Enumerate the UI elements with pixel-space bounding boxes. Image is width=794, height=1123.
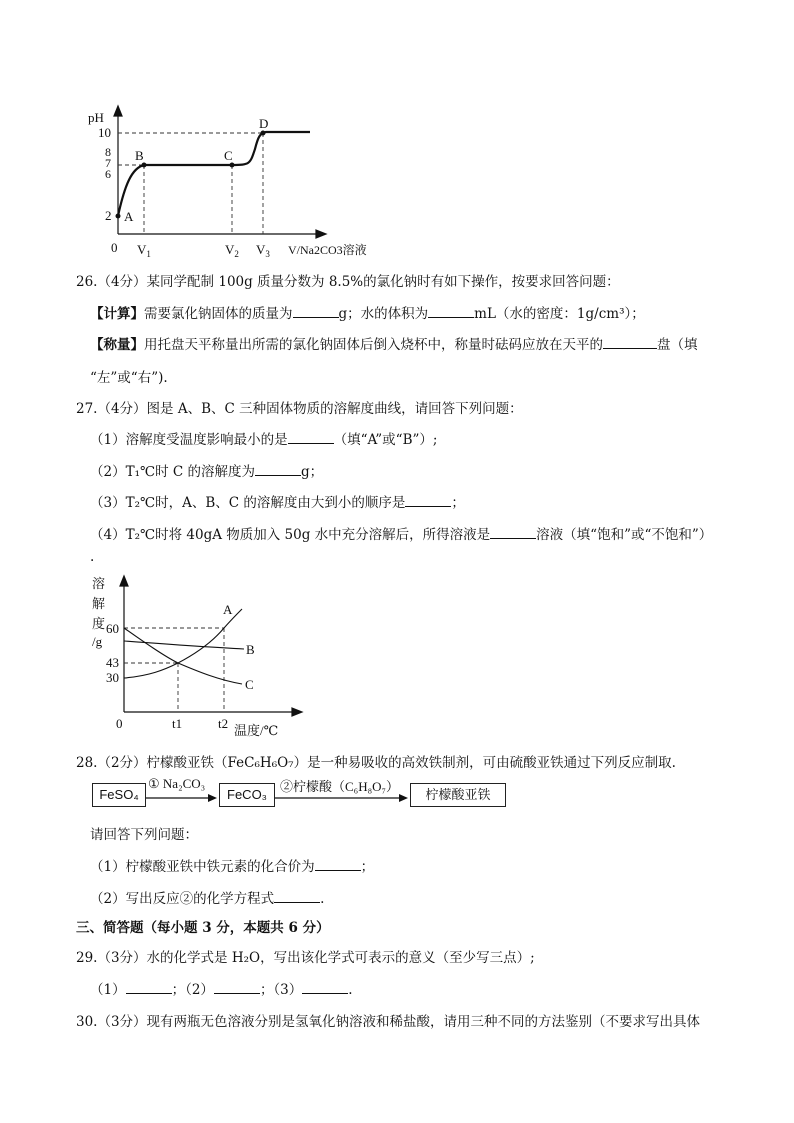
chart1-tick-7: 7 [105,156,111,170]
ph-titration-chart [80,104,380,264]
q26-answer-pan[interactable] [603,336,657,349]
chart2-x-tick-0: 0 [116,716,123,731]
solubility-chart [84,572,314,742]
chart2-y-label-4: /g [92,634,103,649]
q26-stem: 26.（4分）某同学配制 100g 质量分数为 8.5%的氯化钠时有如下操作，按要求回答问题： [76,274,620,290]
q26-answer-mass[interactable] [293,305,339,318]
q27-answer-4[interactable] [490,526,536,539]
chart1-point-c-label: C [224,148,233,163]
chart2-x-tick-t2: t2 [218,716,229,731]
chart2-label-a: A [223,602,233,617]
chart2-tick-60: 60 [106,621,119,636]
q27-sub2: （2）T₁℃时 C 的溶解度为 g； [90,464,324,480]
q27-stem: 27.（4分）图是 A、B、C 三种固体物质的溶解度曲线，请回答下列问题： [76,401,523,417]
chart1-tick-8: 8 [105,145,111,159]
chart1-point-a-mark [116,214,121,219]
q27-sub4: （4）T₂℃时将 40gA 物质加入 50g 水中充分溶解后，所得溶液是 溶液（填“饱和”或“不饱和”） [90,527,713,543]
q26-weigh-line [90,333,698,353]
chart2-y-label-2: 解 [92,596,106,611]
q27-sub1: （1）溶解度受温度影响最小的是 （填“A”或“B”）; [90,432,438,448]
q29-answer-3[interactable] [302,981,348,994]
chart1-x-tick-v2: $V_2$ [225,242,239,259]
q28-answer-2[interactable] [274,890,320,903]
q26-calc-tag: 【计算】 [90,306,144,322]
q28-arrow2-label: ②柠檬酸（C₆H₈O₇） [280,779,400,794]
q28-box-feco3: FeCO₃ [219,783,275,807]
q27-answer-2[interactable] [255,463,301,476]
chart1-point-b-mark [142,163,147,168]
q28-arrow1 [146,793,218,803]
chart1-point-c-mark [230,163,235,168]
q27-sub3: （3）T₂℃时，A、B、C 的溶解度由大到小的顺序是 ； [90,495,465,511]
chart1-x-arrow [316,230,326,238]
chart1-tick-6: 6 [105,167,111,181]
q28-box-feso4: FeSO₄ [92,783,146,807]
q28-sub1: （1）柠檬酸亚铁中铁元素的化合价为 ； [90,859,375,875]
chart1-x-tick-0: 0 [111,240,118,255]
chart2-x-label: 温度/℃ [234,723,279,738]
q27-sub4-end: . [90,549,95,565]
q26-calc-line [90,302,645,322]
chart2-x-arrow [292,708,302,716]
chart1-y-label: pH [88,110,104,125]
q27-answer-1[interactable] [288,431,334,444]
q28-arrow2 [275,793,409,803]
chart2-label-b: B [246,642,255,657]
q29-answer-2[interactable] [214,981,260,994]
chart2-y-label-1: 溶 [92,576,106,591]
q29-answer-1[interactable] [126,981,172,994]
chart1-x-tick-v3: $V_3$ [256,242,270,259]
chart1-x-tick-v1: $V_1$ [137,242,151,259]
q26-calc-b: g；水的体积为 [338,306,429,322]
chart1-point-d-label: D [259,116,269,131]
q26-calc-a: 需要氯化钠固体的质量为 [144,306,293,322]
q28-arrow1-label: ① Na₂CO₃ [148,776,206,791]
q28-answer-1[interactable] [315,858,361,871]
q26-weigh-b: 盘（填 [657,337,698,353]
chart1-ph-curve [118,132,310,216]
q28-stem: 28.（2分）柠檬酸亚铁（FeC₆H₆O₇）是一种易吸收的高效铁制剂，可由硫酸亚铁通过下列反应制取. [76,755,676,771]
q26-calc-c: mL（水的密度：1g/cm³）； [474,306,645,322]
chart1-y-arrow [114,106,122,116]
q26-answer-volume[interactable] [428,305,474,318]
q26-weigh-a: 用托盘天平称量出所需的氯化钠固体后倒入烧杯中，称量时砝码应放在天平的 [144,337,603,353]
chart2-y-label-3: 度 [92,616,106,631]
q26-weigh-c: “左”或“右”). [90,370,168,386]
chart2-tick-30: 30 [106,670,119,685]
chart1-tick-2: 2 [105,208,112,223]
q29-stem: 29.（3分）水的化学式是 H₂O，写出该化学式可表示的意义（至少写三点）; [76,950,535,966]
q28-prompt: 请回答下列问题： [90,827,198,843]
chart2-curve-b [124,641,244,649]
q30-stem: 30.（3分）现有两瓶无色溶液分别是氢氧化钠溶液和稀盐酸，请用三种不同的方法鉴别（不要求写出具体 [76,1014,701,1030]
chart2-tick-43: 43 [106,655,119,670]
chart2-label-c: C [245,677,254,692]
q28-box-product: 柠檬酸亚铁 [410,783,506,807]
chart1-x-label: V/Na2CO3溶液 [288,243,367,257]
chart2-y-arrow [120,576,128,586]
chart1-point-b-label: B [135,148,144,163]
section3-title: 三、简答题（每小题 3 分，本题共 6 分） [76,920,330,936]
q29-answers: （1） ；（2） ；（3） . [90,982,353,998]
chart1-point-d-mark [261,131,266,136]
chart1-axes [114,106,326,238]
chart1-tick-10: 10 [98,125,111,140]
chart1-point-a-label: A [124,209,134,224]
q28-sub2: （2）写出反应②的化学方程式 . [90,891,325,907]
chart2-x-tick-t1: t1 [172,716,183,731]
q26-weigh-tag: 【称量】 [90,337,144,353]
q27-answer-3[interactable] [405,494,451,507]
